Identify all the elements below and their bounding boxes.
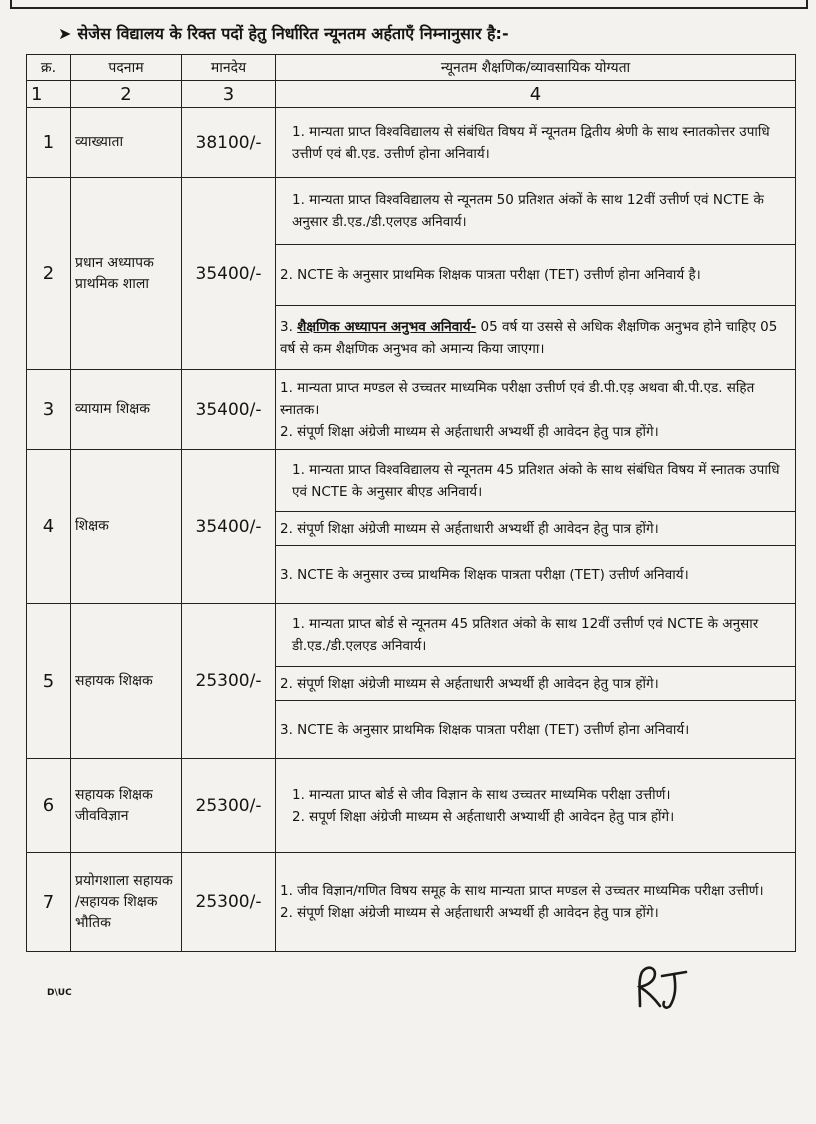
serial-number: 6: [27, 759, 71, 853]
table-row: [27, 370, 796, 450]
column-number-row: [27, 81, 796, 108]
pay-amount: 35400/-: [182, 450, 276, 604]
qualification-text: 1. मान्यता प्राप्त विश्वविद्यालय से संबंधित विषय में न्यूनतम द्वितीय श्रेणी के साथ स्नातकोत्तर उपाधि उत्तीर्ण एवं बी.एड. उत्तीर्ण होना अनिवार्य।: [276, 108, 796, 178]
post-name: व्याख्याता: [71, 108, 182, 178]
serial-number: 5: [27, 604, 71, 759]
table-row: [27, 178, 796, 245]
qualification-table: [26, 54, 796, 952]
qualification-text: 1. मान्यता प्राप्त विश्वविद्यालय से न्यूनतम 50 प्रतिशत अंकों के साथ 12वीं उत्तीर्ण एवं NCTE के अनुसार डी.एड./डी.एलएड अनिवार्य।: [276, 178, 796, 245]
qualification-text: 2. संपूर्ण शिक्षा अंग्रेजी माध्यम से अर्हताधारी अभ्यर्थी ही आवेदन हेतु पात्र होंगे।: [276, 512, 796, 546]
qualification-text-experience: [276, 306, 796, 370]
serial-number: 1: [27, 108, 71, 178]
post-name: प्रधान अध्यापक प्राथमिक शाला: [71, 178, 182, 370]
table-header-row: [27, 55, 796, 81]
table-row: [27, 604, 796, 667]
qualification-text: 3. NCTE के अनुसार प्राथमिक शिक्षक पात्रता परीक्षा (TET) उत्तीर्ण होना अनिवार्य।: [276, 701, 796, 759]
pay-amount: 35400/-: [182, 370, 276, 450]
table-row: [27, 108, 796, 178]
qualification-text: [276, 370, 796, 450]
qualification-text: 3. NCTE के अनुसार उच्च प्राथमिक शिक्षक पात्रता परीक्षा (TET) उत्तीर्ण अनिवार्य।: [276, 546, 796, 604]
serial-number: 7: [27, 853, 71, 952]
qualification-text: [276, 853, 796, 952]
column-header-sr: क्र.: [27, 55, 71, 81]
experience-underlined-label: शैक्षणिक अध्यापन अनुभव अनिवार्य-: [297, 318, 477, 335]
column-number: 4: [276, 81, 796, 108]
qualification-line: 2. संपूर्ण शिक्षा अंग्रेजी माध्यम से अर्हताधारी अभ्यर्थी ही आवेदन हेतु पात्र होंगे।: [280, 423, 659, 440]
arrow-bullet-icon: ➤: [58, 24, 72, 43]
qualification-text: 1. मान्यता प्राप्त बोर्ड से न्यूनतम 45 प्रतिशत अंको के साथ 12वीं उत्तीर्ण एवं NCTE के अनुसार डी.एड./डी.एलएड अनिवार्य।: [276, 604, 796, 667]
table-row: [27, 853, 796, 952]
serial-number: 3: [27, 370, 71, 450]
post-name: सहायक शिक्षक जीवविज्ञान: [71, 759, 182, 853]
column-number: 2: [71, 81, 182, 108]
document-heading: [58, 22, 509, 44]
table-row: [27, 759, 796, 853]
qualification-line: 1. मान्यता प्राप्त बोर्ड से जीव विज्ञान के साथ उच्चतर माध्यमिक परीक्षा उत्तीर्ण।: [292, 786, 671, 803]
qualification-number: 3.: [280, 318, 298, 335]
post-name: प्रयोगशाला सहायक /सहायक शिक्षक भौतिक: [71, 853, 182, 952]
qualification-line: 2. सपूर्ण शिक्षा अंग्रेजी माध्यम से अर्हताधारी अभ्यार्थी ही आवेदन हेतु पात्र होंगे।: [292, 808, 675, 825]
pay-amount: 25300/-: [182, 853, 276, 952]
qualification-line: 1. मान्यता प्राप्त मण्डल से उच्चतर माध्यमिक परीक्षा उत्तीर्ण एवं डी.पी.एड़ अथवा बी.पी.एड. सहित स्नातक।: [280, 379, 755, 418]
top-border-fragment: [10, 0, 808, 9]
pay-amount: 38100/-: [182, 108, 276, 178]
serial-number: 2: [27, 178, 71, 370]
post-name: सहायक शिक्षक: [71, 604, 182, 759]
experience-detail: 05 वर्ष या उससे से अधिक शैक्षणिक अनुभव होने चाहिए 05 वर्ष से कम शैक्षणिक अनुभव को अमान्य किया जाएगा।: [280, 318, 778, 357]
qualification-text: [276, 759, 796, 853]
pay-amount: 35400/-: [182, 178, 276, 370]
column-number: 1: [27, 81, 71, 108]
table-row: [27, 450, 796, 512]
column-number: 3: [182, 81, 276, 108]
qualification-line: 1. जीव विज्ञान/गणित विषय समूह के साथ मान्यता प्राप्त मण्डल से उच्चतर माध्यमिक परीक्षा उत्तीर्ण।: [280, 883, 764, 899]
qualification-text: 2. NCTE के अनुसार प्राथमिक शिक्षक पात्रता परीक्षा (TET) उत्तीर्ण होना अनिवार्य है।: [276, 245, 796, 306]
heading-text: सेजेस विद्यालय के रिक्त पदों हेतु निर्धारित न्यूनतम अर्हताएँ निम्नानुसार है:-: [77, 24, 509, 43]
pay-amount: 25300/-: [182, 604, 276, 759]
qualification-text: 2. संपूर्ण शिक्षा अंग्रेजी माध्यम से अर्हताधारी अभ्यर्थी ही आवेदन हेतु पात्र होंगे।: [276, 667, 796, 701]
column-header-pay: मानदेय: [182, 55, 276, 81]
handwritten-signature: [632, 962, 692, 1012]
pay-amount: 25300/-: [182, 759, 276, 853]
qualification-line: 2. संपूर्ण शिक्षा अंग्रेजी माध्यम से अर्हताधारी अभ्यर्थी ही आवेदन हेतु पात्र होंगे।: [280, 905, 659, 921]
footer-mark: D\UC: [47, 988, 72, 998]
serial-number: 4: [27, 450, 71, 604]
post-name: शिक्षक: [71, 450, 182, 604]
column-header-qualification: न्यूनतम शैक्षणिक/व्यावसायिक योग्यता: [276, 55, 796, 81]
column-header-post: पदनाम: [71, 55, 182, 81]
post-name: व्यायाम शिक्षक: [71, 370, 182, 450]
qualification-text: 1. मान्यता प्राप्त विश्वविद्यालय से न्यूनतम 45 प्रतिशत अंको के साथ संबंधित विषय में स्नातक उपाधि एवं NCTE के अनुसार बीएड अनिवार्य।: [276, 450, 796, 512]
